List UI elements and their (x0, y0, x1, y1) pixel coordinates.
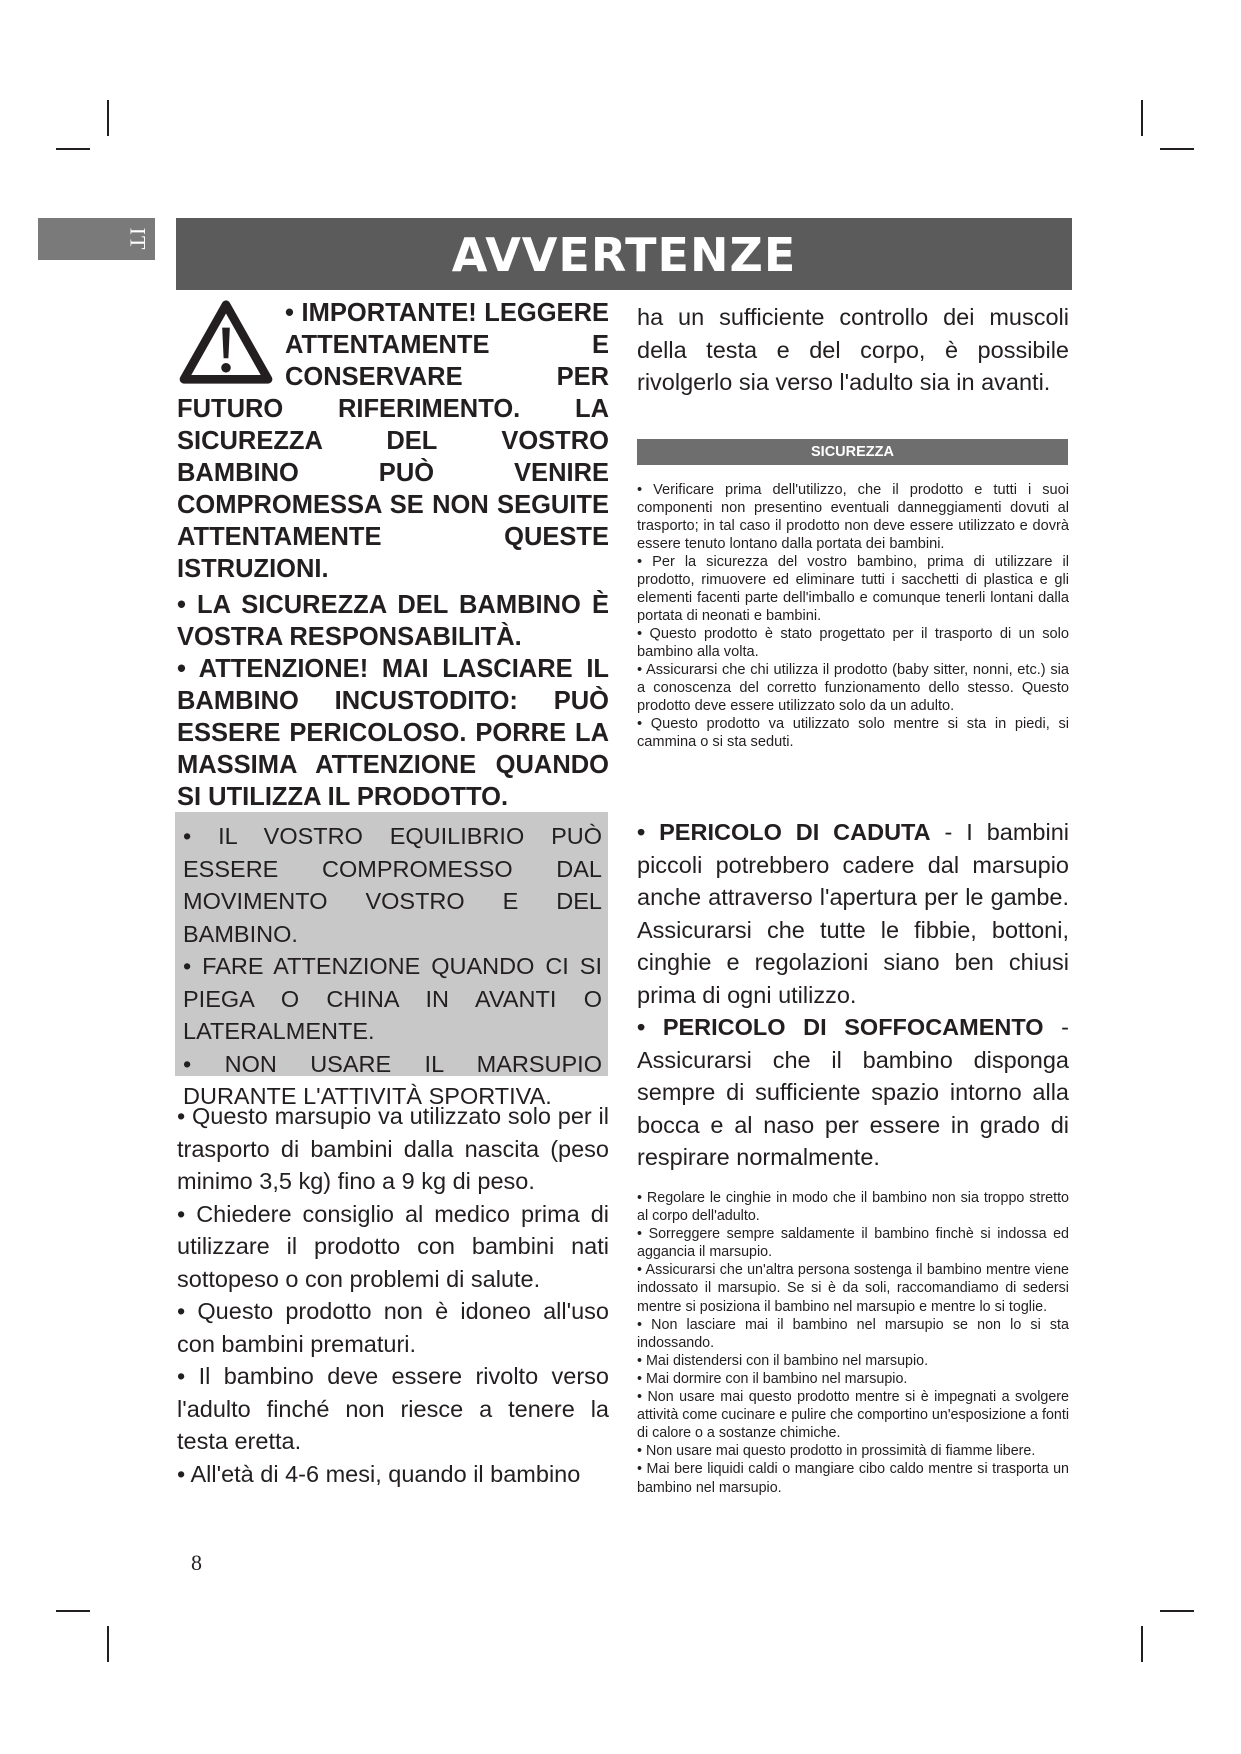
usage-note: • Il bambino deve essere rivolto verso l'adulto finché non riesce a tenere la testa eretta. (177, 1363, 609, 1454)
crop-mark (1160, 148, 1194, 150)
page-title: AVVERTENZE (176, 218, 1072, 290)
crop-mark (56, 1610, 90, 1612)
final-item: • Mai dormire con il bambino nel marsupio. (637, 1370, 908, 1387)
usage-note: • Questo marsupio va utilizzato solo per il trasporto di bambini dalla nascita (peso minimo 3,5 kg) fino a 9 kg di peso. (177, 1103, 609, 1194)
warning-triangle-icon (177, 299, 275, 385)
usage-note: • All'età di 4-6 mesi, quando il bambino (177, 1460, 581, 1487)
crop-mark (56, 148, 90, 150)
intro-warning-responsibility: • LA SICUREZZA DEL BAMBINO È VOSTRA RESPONSABILITÀ. (177, 591, 609, 651)
continued-paragraph: ha un sufficiente controllo dei muscoli della testa e del corpo, è possibile rivolgerlo sia verso l'adulto sia in avanti. (637, 304, 1069, 395)
final-item: • Non lasciare mai il bambino nel marsupio se non lo si sta indossando. (637, 1316, 1069, 1351)
crop-mark (107, 1626, 109, 1662)
gray-box-item: • NON USARE IL MARSUPIO DURANTE L'ATTIVITÀ SPORTIVA. (183, 1050, 602, 1109)
danger-suffocation (637, 1011, 1069, 1174)
sicurezza-item: • Verificare prima dell'utilizzo, che il prodotto e tutti i suoi componenti non presentino eventuali danneggiamenti dovuti al trasporto; in tal caso il prodotto non deve essere utilizzato e dovrà essere tenuto lontano dalla portata dei bambini. (637, 482, 1069, 552)
final-item: • Mai distendersi con il bambino nel marsupio. (637, 1352, 929, 1369)
intro-warning-important: • IMPORTANTE! LEGGERE ATTENTAMENTE E CONSERVARE PER FUTURO RIFERIMENTO. LA SICUREZZA DEL VOSTRO BAMBINO PUÒ VENIRE COMPROMESSA SE NON SEGUITE ATTENTAMENTE QUESTE ISTRUZIONI. (177, 299, 609, 583)
intro-warning-attention: • ATTENZIONE! MAI LASCIARE IL BAMBINO INCUSTODITO: PUÒ ESSERE PERICOLOSO. PORRE LA MASSIMA ATTENZIONE QUANDO SI UTILIZZA IL PRODOTTO. (177, 655, 609, 811)
danger-fall-label: • PERICOLO DI CADUTA (637, 819, 931, 845)
crop-mark (1141, 100, 1143, 136)
final-item: • Non usare mai questo prodotto in prossimità di fiamme libere. (637, 1443, 1036, 1460)
final-item: • Assicurarsi che un'altra persona sostenga il bambino mentre viene indossato il marsupio. Se si è da soli, raccomandiamo di sedersi mentre si posiziona il bambino nel marsupio e mentre lo si toglie. (637, 1262, 1069, 1315)
danger-fall (637, 816, 1069, 1011)
usage-note: • Chiedere consiglio al medico prima di utilizzare il prodotto con bambini nati sottopeso o con problemi di salute. (177, 1200, 609, 1292)
gray-box-item: • FARE ATTENZIONE QUANDO CI SI PIEGA O CHINA IN AVANTI O LATERALMENTE. (183, 953, 602, 1044)
crop-mark (1160, 1610, 1194, 1612)
usage-notes (177, 1100, 609, 1490)
page-number: 8 (191, 1550, 202, 1575)
danger-suffocation-text: - Assicurarsi che il bambino disponga sempre di sufficiente spazio intorno alla bocca e al naso per essere in grado di respirare normalmente. (637, 1014, 1069, 1170)
crop-mark (1141, 1626, 1143, 1662)
sicurezza-heading: SICUREZZA (637, 439, 1068, 465)
danger-fall-text: - I bambini piccoli potrebbero cadere dal marsupio anche attraverso l'apertura per le gambe. Assicurarsi che tutte le fibbie, bottoni, cinghie e regolazioni siano ben chiusi prima di ogni utilizzo. (637, 819, 1069, 1008)
final-item: • Regolare le cinghie in modo che il bambino non sia troppo stretto al corpo dell'adulto. (637, 1190, 1069, 1225)
final-item: • Mai bere liquidi caldi o mangiare cibo caldo mentre si trasporta un bambino nel marsupio. (637, 1461, 1069, 1496)
danger-warnings (637, 816, 1069, 1174)
intro-warning (177, 297, 609, 813)
final-list (637, 1189, 1069, 1497)
language-tab-label: IT (125, 227, 151, 251)
sicurezza-item: • Questo prodotto è stato progettato per il trasporto di un solo bambino alla volta. (637, 626, 1069, 660)
continued-text (637, 301, 1069, 399)
sicurezza-item: • Assicurarsi che chi utilizza il prodotto (baby sitter, nonni, etc.) sia a conoscenza del corretto funzionamento dello stesso. Questo prodotto deve essere utilizzato solo da un adulto. (637, 662, 1069, 714)
final-item: • Non usare mai questo prodotto mentre si è impegnati a svolgere attività come cucinare e pulire che comportino un'esposizione a fonti di calore o a sostanze chimiche. (637, 1389, 1069, 1442)
language-tab (38, 218, 155, 260)
final-item: • Sorreggere sempre saldamente il bambino finchè si indossa ed aggancia il marsupio. (637, 1226, 1069, 1261)
usage-note: • Questo prodotto non è idoneo all'uso con bambini prematuri. (177, 1298, 609, 1357)
crop-mark (107, 100, 109, 136)
balance-warning-box (175, 812, 608, 1109)
sicurezza-list (637, 481, 1069, 751)
sicurezza-item: • Per la sicurezza del vostro bambino, prima di utilizzare il prodotto, rimuovere ed eliminare tutti i sacchetti di plastica e gli elementi facenti parte dell'imballo e comunque tenerli lontani dalla portata di neonati e bambini. (637, 554, 1069, 624)
danger-suffocation-label: • PERICOLO DI SOFFOCAMENTO (637, 1014, 1044, 1040)
sicurezza-item: • Questo prodotto va utilizzato solo mentre si sta in piedi, si cammina o si sta seduti. (637, 716, 1069, 750)
gray-box-item: • IL VOSTRO EQUILIBRIO PUÒ ESSERE COMPROMESSO DAL MOVIMENTO VOSTRO E DEL BAMBINO. (183, 823, 602, 947)
